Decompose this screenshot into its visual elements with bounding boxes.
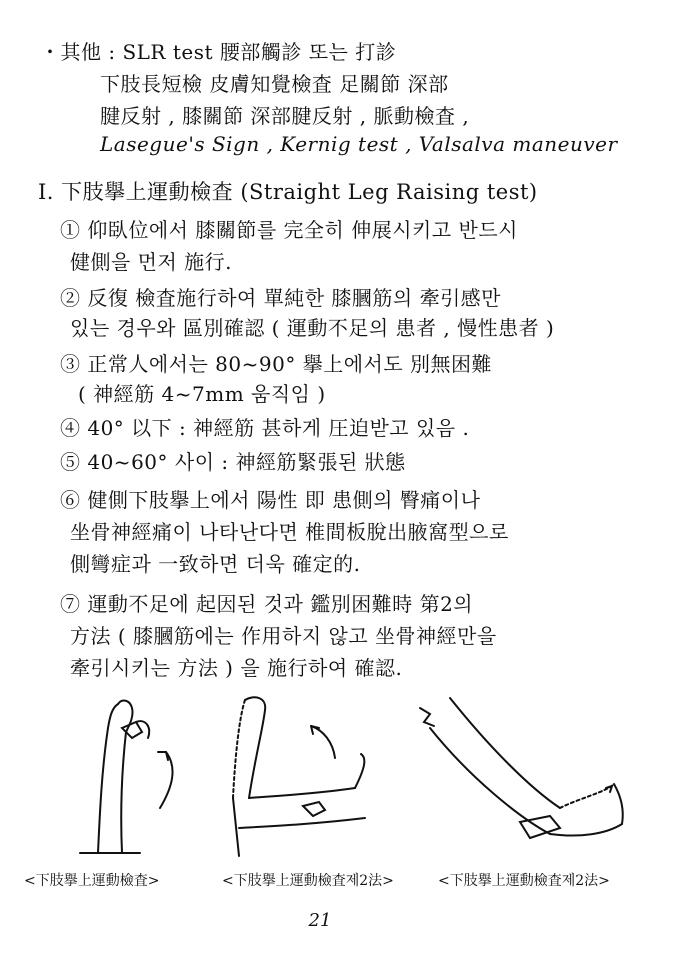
item-5-line-1: ⑤ 40~60° 사이 : 神經筋緊張된 狀態: [60, 450, 406, 474]
figure-3-caption: <下肢擧上運動檢査제2法>: [438, 873, 610, 889]
item-4-line-1: ④ 40° 以下 : 神經筋 甚하게 圧迫받고 있음 .: [60, 416, 470, 440]
item-1-line-1: ① 仰臥位에서 膝關節를 完全히 伸展시키고 반드시: [60, 218, 518, 242]
page-number: 21: [308, 910, 332, 931]
figure-2-leg-raise-method2-illustration: [215, 688, 415, 858]
item-2-line-1: ② 反復 檢査施行하여 單純한 膝膕筋의 牽引感만: [60, 286, 501, 310]
item-1-line-2: 健側을 먼저 施行.: [70, 250, 233, 274]
item-7-line-3: 牽引시키는 方法 ) 을 施行하여 確認.: [70, 656, 403, 680]
intro-line-4: Lasegue's Sign , Kernig test , Valsalva maneuver: [100, 132, 618, 156]
item-7-line-1: ⑦ 運動不足에 起因된 것과 鑑別困難時 第2의: [60, 592, 474, 616]
section-heading: I. 下肢擧上運動檢査 (Straight Leg Raising test): [38, 180, 538, 204]
intro-line-2: 下肢長短檢 皮膚知覺檢査 足關節 深部: [100, 72, 449, 96]
item-6-line-3: 側彎症과 一致하면 더욱 確定的.: [70, 552, 361, 576]
item-3-line-1: ③ 正常人에서는 80~90° 擧上에서도 別無困難: [60, 352, 493, 376]
item-7-line-2: 方法 ( 膝膕筋에는 作用하지 않고 坐骨神經만을: [70, 624, 497, 648]
figure-1-caption: <下肢擧上運動檢査>: [24, 873, 160, 889]
item-6-line-2: 坐骨神經痛이 나타난다면 椎間板脫出腋窩型으로: [70, 520, 509, 544]
figure-3-dorsiflexion-illustration: [410, 688, 650, 858]
item-3-line-2: ( 神經筋 4~7mm 움직임 ): [78, 382, 326, 406]
intro-line-3: 腱反射 , 膝關節 深部腱反射 , 脈動檢査 ,: [100, 104, 470, 128]
item-6-line-1: ⑥ 健側下肢擧上에서 陽性 即 患側의 臀痛이나: [60, 488, 481, 512]
figure-1-leg-raise-illustration: [60, 688, 220, 858]
intro-line-1: ・其他 : SLR test 腰部觸診 또는 打診: [40, 40, 397, 64]
figure-2-caption: <下肢擧上運動檢査제2法>: [222, 873, 394, 889]
item-2-line-2: 있는 경우와 區別確認 ( 運動不足의 患者 , 慢性患者 ): [70, 316, 555, 340]
